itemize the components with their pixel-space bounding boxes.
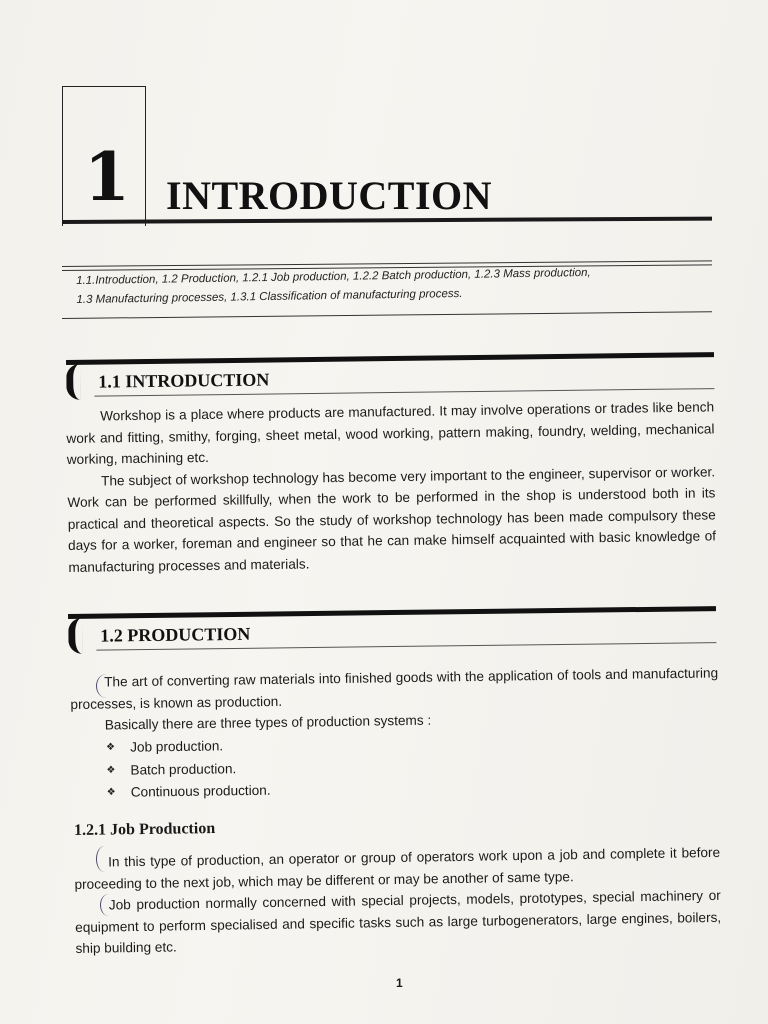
- list-item: [106, 757, 270, 782]
- section-1-2-title: 1.2 PRODUCTION: [100, 623, 251, 646]
- pen-annotation-mark: [100, 894, 117, 916]
- contents-line-2: 1.3 Manufacturing processes, 1.3.1 Classification of manufacturing process.: [76, 287, 463, 306]
- section-1-2-1-title: 1.2.1 Job Production: [74, 820, 216, 839]
- chapter-title: INTRODUCTION: [166, 173, 493, 218]
- list-item: [106, 735, 270, 760]
- section-bracket: [68, 618, 82, 654]
- list-item: [107, 780, 271, 805]
- chapter-title-rule: [62, 217, 712, 224]
- chapter-number: 1: [84, 138, 130, 216]
- section-1-1-body: [66, 396, 716, 578]
- contents-line-1: 1.1.Introduction, 1.2 Production, 1.2.1 Job production, 1.2.2 Batch production, 1.2.3 Mass production,: [76, 266, 591, 287]
- section-1-1-paragraph-2: The subject of workshop technology has become very important to the engineer, supervisor or worker. Work can be performed skillfully, when the work to be performed in the shop is understood both in its practical and theoretical aspects. So the study of workshop technology has been made compulsory these days for a worker, foreman and engineer so that he can make himself acquainted with basic knowledge of manufacturing processes and materials.: [67, 463, 717, 575]
- diamond-bullet-icon: ❖: [106, 741, 116, 753]
- section-1-2-1-paragraph-2: Job production normally concerned with special projects, models, prototypes, special machinery or equipment to perform specialised and specific tasks such as large turbogenerators, large engines, boilers, ship building etc.: [75, 887, 722, 956]
- section-1-2-paragraph-1: The art of converting raw materials into finished goods with the application of tools and manufacturing processes, is known as production.: [70, 665, 719, 712]
- diamond-bullet-icon: ❖: [106, 786, 116, 798]
- section-1-2-header: [68, 606, 716, 652]
- section-bar: [68, 606, 716, 619]
- section-1-2-body: [70, 662, 719, 736]
- list-item-text: Batch production.: [130, 760, 237, 778]
- section-1-1-header: [66, 352, 714, 398]
- section-1-2-1-paragraph-1: In this type of production, an operator or group of operators work upon a job and complete it before proceeding to the next job, which may be different or may be another of same type.: [74, 844, 721, 892]
- list-item-text: Job production.: [130, 738, 224, 755]
- section-1-1-paragraph-1: Workshop is a place where products are manufactured. It may involve operations or trades like bench work and fitting, smithy, forging, sheet metal, wood working, pattern making, foundry, welding, mechanical working, machining etc.: [66, 399, 715, 467]
- section-1-1-title: 1.1 INTRODUCTION: [98, 369, 270, 392]
- pen-annotation-mark: [96, 846, 113, 872]
- section-bracket: [66, 364, 80, 400]
- diamond-bullet-icon: ❖: [106, 764, 116, 776]
- section-1-2-1-body: [74, 842, 722, 960]
- pen-annotation-mark: [96, 674, 117, 698]
- section-bar: [66, 352, 714, 365]
- list-item-text: Continuous production.: [130, 782, 271, 800]
- contents-bottom-rule: [62, 311, 712, 319]
- section-1-2-paragraph-2: Basically there are three types of production systems :: [104, 712, 432, 733]
- page-number: 1: [396, 976, 403, 990]
- production-types-list: [106, 735, 271, 805]
